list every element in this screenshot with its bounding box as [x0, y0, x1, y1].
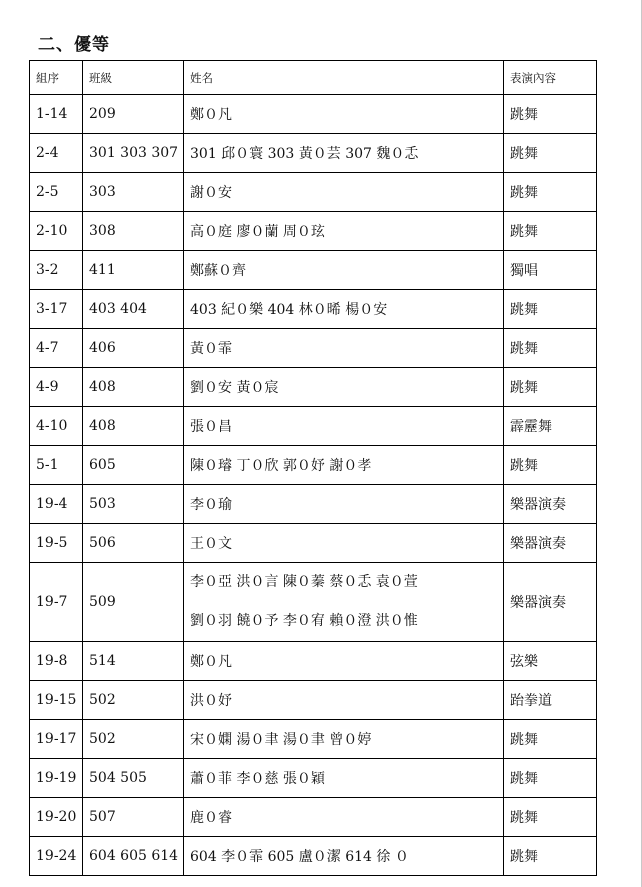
cell-class: 514 [83, 642, 184, 681]
cell-class: 308 [83, 212, 184, 251]
cell-performance: 霹靂舞 [504, 407, 597, 446]
student-names-line: 張０昌 [190, 419, 232, 435]
cell-group: 2-5 [30, 173, 83, 212]
cell-group: 19-8 [30, 642, 83, 681]
student-names-line: 王０文 [190, 536, 232, 552]
table-row [30, 524, 597, 563]
cell-class: 301 303 307 [83, 134, 184, 173]
cell-performance: 樂器演奏 [504, 485, 597, 524]
cell-class: 303 [83, 173, 184, 212]
cell-class: 408 [83, 368, 184, 407]
table-row [30, 251, 597, 290]
cell-performance: 跳舞 [504, 212, 597, 251]
cell-class: 406 [83, 329, 184, 368]
cell-group: 19-17 [30, 720, 83, 759]
cell-class: 502 [83, 681, 184, 720]
student-names-line: 謝０安 [190, 185, 232, 201]
cell-group: 3-2 [30, 251, 83, 290]
cell-class: 605 [83, 446, 184, 485]
student-names-line: 蕭０菲 李０慈 張０穎 [190, 771, 325, 787]
cell-names [184, 329, 504, 368]
cell-names [184, 290, 504, 329]
cell-performance: 跳舞 [504, 290, 597, 329]
cell-performance: 跳舞 [504, 798, 597, 837]
cell-group: 2-4 [30, 134, 83, 173]
student-names-line: 黃０霏 [190, 341, 232, 357]
table-row [30, 212, 597, 251]
award-table [29, 60, 597, 876]
cell-group: 19-19 [30, 759, 83, 798]
header-row [30, 61, 597, 95]
cell-names [184, 173, 504, 212]
cell-performance: 跳舞 [504, 837, 597, 876]
cell-names [184, 446, 504, 485]
cell-names [184, 95, 504, 134]
cell-performance: 跳舞 [504, 720, 597, 759]
cell-group: 5-1 [30, 446, 83, 485]
student-names-line: 劉０羽 饒０予 李０宥 賴０澄 洪０惟 [190, 613, 418, 629]
cell-performance: 樂器演奏 [504, 563, 597, 642]
student-names-line: 李０亞 洪０言 陳０蓁 蔡０忎 袁０萱 [190, 574, 418, 590]
section-heading: 二、優等 [38, 35, 110, 55]
student-names-line: 鄭蘇０齊 [190, 263, 246, 279]
table-row [30, 759, 597, 798]
table-row [30, 329, 597, 368]
cell-names [184, 798, 504, 837]
cell-names [184, 524, 504, 563]
student-names-line: 洪０妤 [190, 693, 232, 709]
header-performance: 表演內容 [504, 61, 597, 95]
cell-performance: 跳舞 [504, 329, 597, 368]
cell-performance: 跳舞 [504, 759, 597, 798]
table-row [30, 368, 597, 407]
table-row [30, 485, 597, 524]
cell-performance: 跆拳道 [504, 681, 597, 720]
table-row [30, 446, 597, 485]
cell-class: 503 [83, 485, 184, 524]
cell-names [184, 563, 504, 642]
cell-performance: 弦樂 [504, 642, 597, 681]
table-row [30, 837, 597, 876]
cell-group: 19-5 [30, 524, 83, 563]
cell-performance: 跳舞 [504, 368, 597, 407]
student-names-line: 高０庭 廖０蘭 周０玹 [190, 224, 325, 240]
cell-class: 502 [83, 720, 184, 759]
cell-group: 1-14 [30, 95, 83, 134]
cell-class: 411 [83, 251, 184, 290]
student-names-line: 301 邱０寰 303 黃０芸 307 魏０忎 [190, 146, 419, 162]
cell-names [184, 212, 504, 251]
cell-class: 509 [83, 563, 184, 642]
cell-class: 403 404 [83, 290, 184, 329]
cell-group: 19-24 [30, 837, 83, 876]
cell-class: 209 [83, 95, 184, 134]
cell-group: 19-7 [30, 563, 83, 642]
table-row [30, 798, 597, 837]
cell-group: 2-10 [30, 212, 83, 251]
student-names-line: 鄭０凡 [190, 654, 232, 670]
student-names-line: 宋０嫻 湯０聿 湯０聿 曾０婷 [190, 732, 372, 748]
cell-performance: 獨唱 [504, 251, 597, 290]
table-row [30, 681, 597, 720]
table-row [30, 407, 597, 446]
table-row [30, 173, 597, 212]
cell-names [184, 681, 504, 720]
cell-group: 4-10 [30, 407, 83, 446]
table-row [30, 720, 597, 759]
student-names-line: 鹿０睿 [190, 810, 232, 826]
header-group: 組序 [30, 61, 83, 95]
cell-names [184, 759, 504, 798]
student-names-line: 604 李０霏 605 盧０潔 614 徐 ０ [190, 849, 409, 865]
student-names-line: 403 紀０樂 404 林０晞 楊０安 [190, 302, 388, 318]
cell-group: 19-15 [30, 681, 83, 720]
table-row [30, 290, 597, 329]
header-class: 班級 [83, 61, 184, 95]
cell-performance: 跳舞 [504, 446, 597, 485]
cell-class: 504 505 [83, 759, 184, 798]
student-names-line: 劉０安 黃０宸 [190, 380, 279, 396]
student-names-line: 鄭０凡 [190, 107, 232, 123]
cell-names [184, 251, 504, 290]
table-row [30, 563, 597, 642]
cell-performance: 跳舞 [504, 95, 597, 134]
cell-class: 506 [83, 524, 184, 563]
cell-names [184, 837, 504, 876]
cell-group: 4-9 [30, 368, 83, 407]
cell-group: 4-7 [30, 329, 83, 368]
cell-names [184, 720, 504, 759]
table-row [30, 134, 597, 173]
cell-group: 19-4 [30, 485, 83, 524]
cell-performance: 跳舞 [504, 173, 597, 212]
cell-names [184, 407, 504, 446]
cell-group: 3-17 [30, 290, 83, 329]
cell-names [184, 134, 504, 173]
header-names: 姓名 [184, 61, 504, 95]
cell-names [184, 368, 504, 407]
table-row [30, 642, 597, 681]
cell-names [184, 485, 504, 524]
cell-class: 604 605 614 [83, 837, 184, 876]
cell-performance: 樂器演奏 [504, 524, 597, 563]
cell-performance: 跳舞 [504, 134, 597, 173]
cell-class: 408 [83, 407, 184, 446]
student-names-line: 李０瑜 [190, 497, 232, 513]
table-row [30, 95, 597, 134]
cell-names [184, 642, 504, 681]
cell-group: 19-20 [30, 798, 83, 837]
cell-class: 507 [83, 798, 184, 837]
student-names-line: 陳０璿 丁０欣 郭０妤 謝０孝 [190, 458, 372, 474]
